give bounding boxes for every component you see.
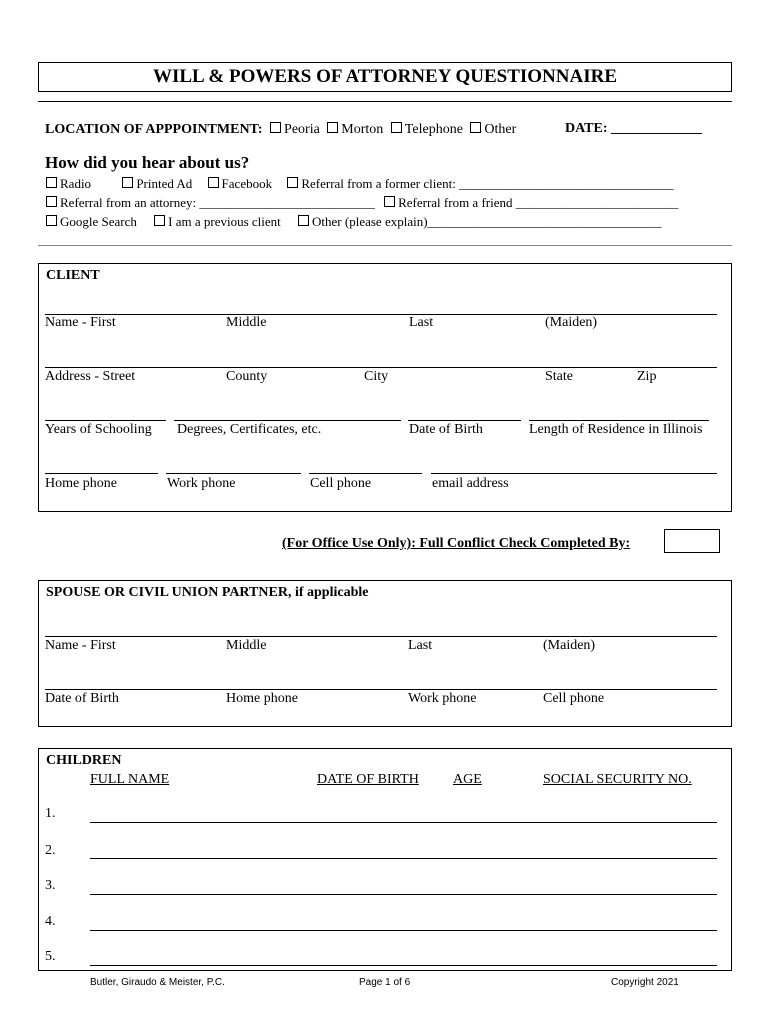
spouse-section (38, 580, 732, 727)
hear-other: Other (please explain)____________________________________ (312, 214, 662, 229)
spouse-last-label: Last (408, 638, 433, 653)
client-schooling-line[interactable] (45, 420, 166, 421)
option-peoria: Peoria (284, 122, 320, 137)
spouse-heading: SPOUSE OR CIVIL UNION PARTNER, if applicable (46, 585, 369, 600)
checkbox-other-explain[interactable] (298, 215, 309, 226)
client-degrees-label: Degrees, Certificates, etc. (177, 422, 322, 437)
date-field[interactable] (565, 121, 702, 137)
option-telephone: Telephone (404, 122, 463, 137)
hear-row-2 (46, 195, 678, 211)
child-row-line[interactable] (90, 965, 717, 966)
footer-page: Page 1 of 6 (359, 977, 411, 988)
client-residence-line[interactable] (529, 420, 709, 421)
child-row-number: 5. (45, 949, 56, 964)
hear-radio: Radio (60, 176, 92, 191)
children-col-ssn: SOCIAL SECURITY NO. (543, 772, 692, 787)
spouse-home-phone-label: Home phone (226, 691, 298, 706)
hear-heading: How did you hear about us? (45, 153, 250, 172)
spouse-cell-phone-label: Cell phone (543, 691, 605, 706)
spouse-name-line[interactable] (45, 636, 717, 637)
child-row-number: 3. (45, 878, 56, 893)
client-residence-label: Length of Residence in Illinois (529, 422, 703, 437)
divider (38, 245, 732, 246)
spouse-contact-line[interactable] (45, 689, 717, 690)
child-row-number: 4. (45, 914, 56, 929)
client-email-label: email address (432, 476, 509, 491)
client-heading: CLIENT (46, 268, 100, 283)
child-row-line[interactable] (90, 894, 717, 895)
client-degrees-line[interactable] (174, 420, 401, 421)
checkbox-google[interactable] (46, 215, 57, 226)
date-label: DATE: (565, 121, 608, 136)
checkbox-previous-client[interactable] (154, 215, 165, 226)
checkbox-printed-ad[interactable] (122, 177, 133, 188)
client-dob-line[interactable] (408, 420, 521, 421)
child-row-line[interactable] (90, 822, 717, 823)
footer-copyright: Copyright 2021 (611, 977, 679, 988)
client-name-line[interactable] (45, 314, 717, 315)
option-other: Other (484, 122, 517, 137)
children-heading: CHILDREN (46, 753, 122, 768)
child-row-number: 1. (45, 806, 56, 821)
hear-referral-friend: Referral from a friend _________________________ (398, 195, 679, 210)
hear-printed-ad: Printed Ad (136, 176, 193, 191)
client-county-label: County (226, 369, 268, 384)
spouse-maiden-label: (Maiden) (543, 638, 596, 653)
client-maiden-label: (Maiden) (545, 315, 598, 330)
client-schooling-label: Years of Schooling (45, 422, 152, 437)
spouse-dob-label: Date of Birth (45, 691, 119, 706)
client-last-label: Last (409, 315, 434, 330)
checkbox-peoria[interactable] (270, 122, 281, 133)
child-row-line[interactable] (90, 858, 717, 859)
children-col-name: FULL NAME (90, 772, 170, 787)
footer-firm: Butler, Giraudo & Meister, P.C. (90, 977, 225, 988)
office-use-input[interactable] (664, 529, 720, 553)
checkbox-facebook[interactable] (208, 177, 219, 188)
option-morton: Morton (341, 122, 384, 137)
checkbox-telephone[interactable] (391, 122, 402, 133)
checkbox-other[interactable] (470, 122, 481, 133)
hear-referral-attorney: Referral from an attorney: ___________________________ (60, 195, 375, 210)
client-email-line[interactable] (431, 473, 717, 474)
client-state-label: State (545, 369, 573, 384)
child-row-number: 2. (45, 843, 56, 858)
client-cell-phone-line[interactable] (309, 473, 422, 474)
location-label: LOCATION OF APPPOINTMENT: (45, 122, 263, 137)
hear-facebook: Facebook (221, 176, 273, 191)
page-title: WILL & POWERS OF ATTORNEY QUESTIONNAIRE (38, 62, 732, 92)
client-work-phone-line[interactable] (166, 473, 301, 474)
child-row-line[interactable] (90, 930, 717, 931)
divider (38, 101, 732, 102)
client-dob-label: Date of Birth (409, 422, 483, 437)
client-cell-phone-label: Cell phone (310, 476, 372, 491)
children-col-age: AGE (453, 772, 482, 787)
checkbox-referral-friend[interactable] (384, 196, 395, 207)
client-street-label: Address - Street (45, 369, 136, 384)
client-middle-label: Middle (226, 315, 267, 330)
office-use-label: (For Office Use Only): Full Conflict Check Completed By: (282, 536, 631, 551)
client-city-label: City (364, 369, 389, 384)
hear-row-3 (46, 214, 662, 230)
location-row (45, 122, 516, 138)
spouse-middle-label: Middle (226, 638, 267, 653)
children-col-dob: DATE OF BIRTH (317, 772, 419, 787)
spouse-name-first-label: Name - First (45, 638, 116, 653)
client-zip-label: Zip (637, 369, 657, 384)
client-name-first-label: Name - First (45, 315, 116, 330)
client-work-phone-label: Work phone (167, 476, 236, 491)
hear-google: Google Search (60, 214, 137, 229)
checkbox-morton[interactable] (327, 122, 338, 133)
spouse-work-phone-label: Work phone (408, 691, 477, 706)
client-home-phone-line[interactable] (45, 473, 158, 474)
checkbox-referral-attorney[interactable] (46, 196, 57, 207)
client-address-line[interactable] (45, 367, 717, 368)
checkbox-referral-client[interactable] (287, 177, 298, 188)
hear-row-1 (46, 176, 674, 192)
hear-previous-client: I am a previous client (168, 214, 281, 229)
client-section (38, 263, 732, 512)
hear-referral-client: Referral from a former client: _________________________________ (301, 176, 674, 191)
client-home-phone-label: Home phone (45, 476, 117, 491)
checkbox-radio[interactable] (46, 177, 57, 188)
date-blank: _____________ (611, 121, 703, 136)
